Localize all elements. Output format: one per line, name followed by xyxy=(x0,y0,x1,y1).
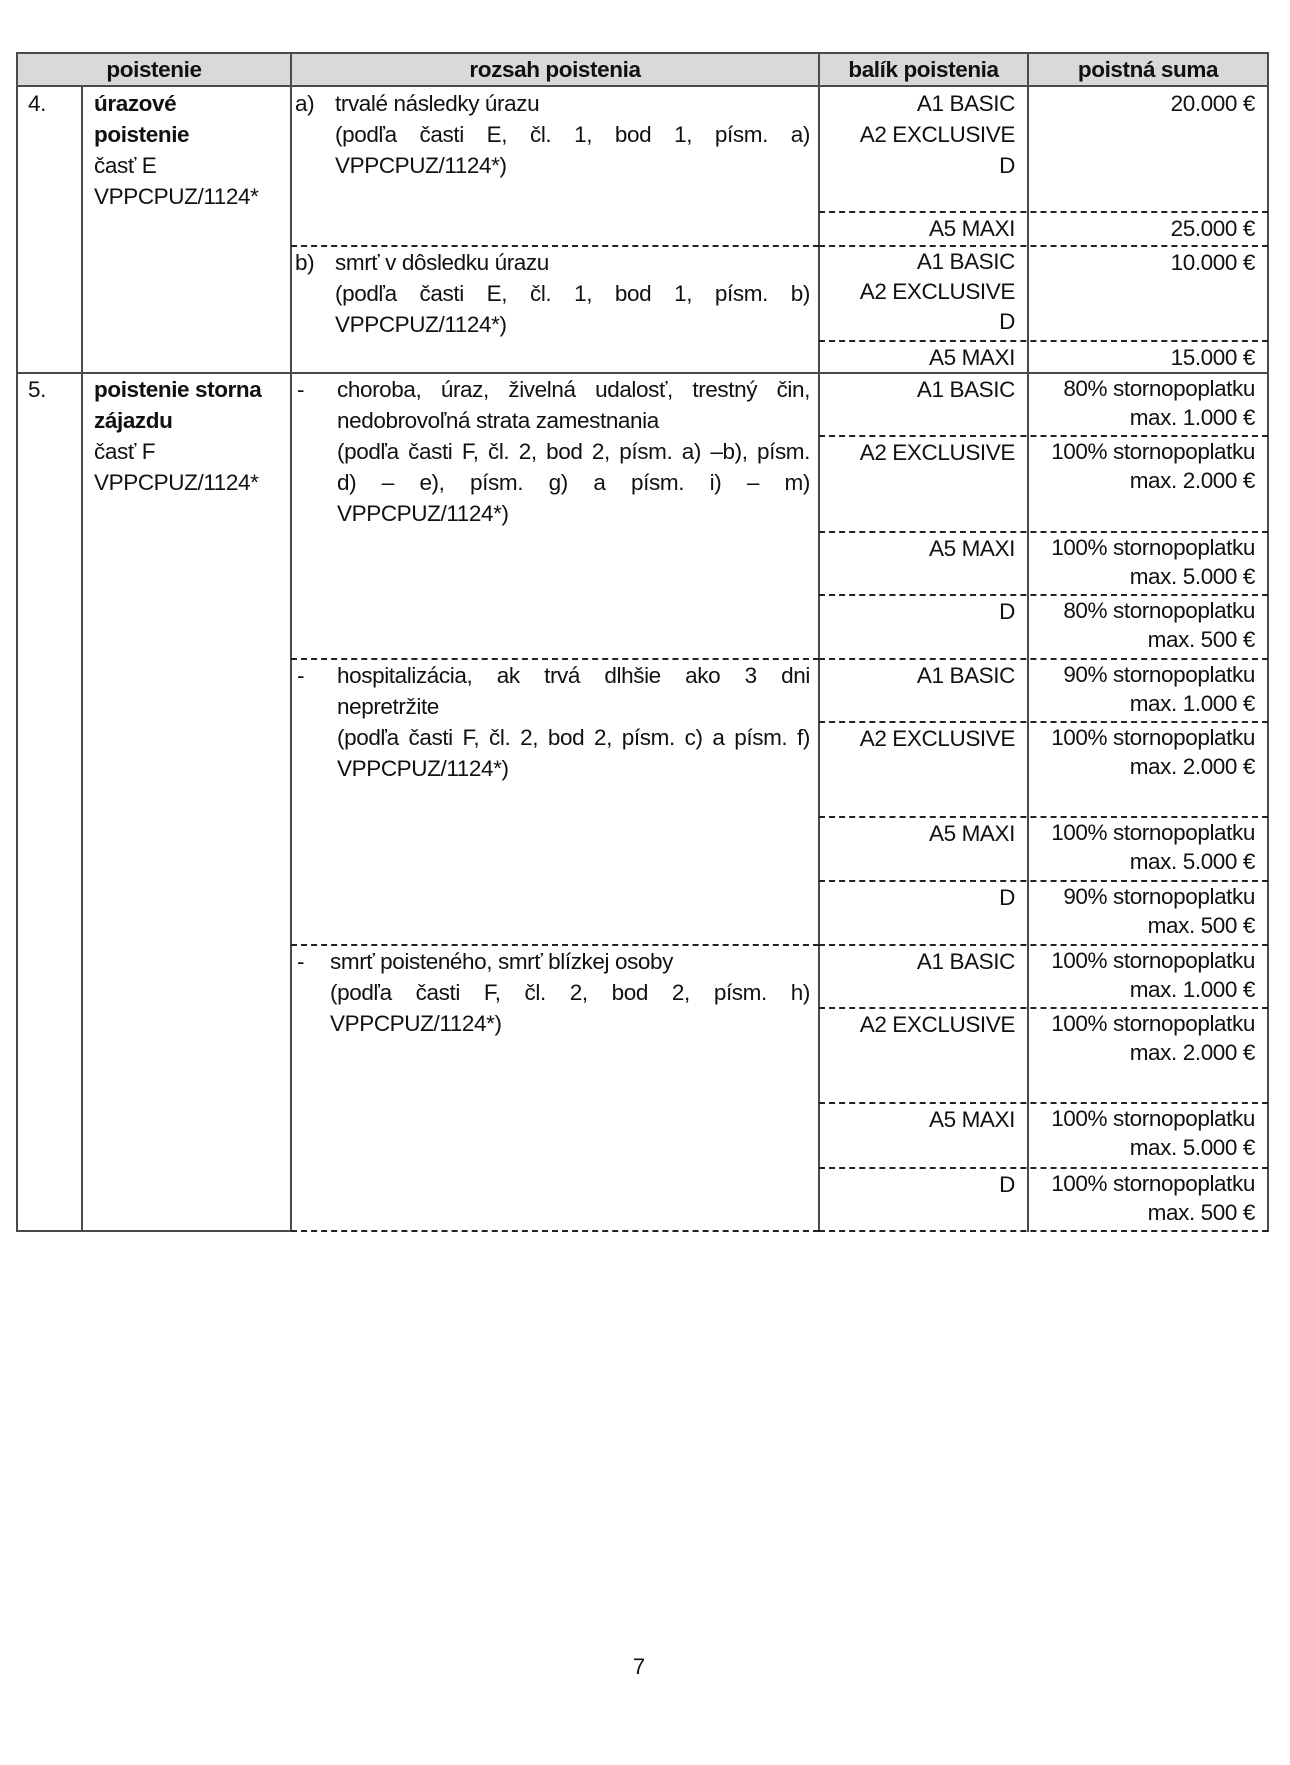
amount-cell xyxy=(1028,1009,1255,1067)
insured-amount: 90% stornopoplatku xyxy=(1063,662,1255,687)
insured-amount: 80% stornopoplatku xyxy=(1063,598,1255,623)
insured-amount: 100% stornopoplatku xyxy=(1051,1171,1255,1196)
table-left-border xyxy=(16,52,18,1232)
amount-cell xyxy=(1028,882,1255,940)
package-cell: A1 BASIC xyxy=(916,663,1015,688)
package-cell: A2 EXCLUSIVE xyxy=(859,1012,1015,1037)
insured-amount-max: max. 500 € xyxy=(1147,627,1255,652)
package-cell: D xyxy=(999,599,1015,624)
scope-line: VPPCPUZ/1124*) xyxy=(335,312,507,337)
package-name: D xyxy=(999,309,1015,334)
insured-amount-max: max. 1.000 € xyxy=(1129,691,1255,716)
scope-line: (podľa časti F, čl. 2, bod 2, písm. a) –b), písm. xyxy=(337,439,810,464)
scope-line: (podľa časti E, čl. 1, bod 1, písm. a) xyxy=(335,122,810,147)
section-part: časť F xyxy=(94,439,156,464)
package-cell: A1 BASIC xyxy=(916,949,1015,974)
header-poistna-suma: poistná suma xyxy=(1077,57,1219,82)
header-poistenie: poistenie xyxy=(106,57,202,82)
package-name: A2 EXCLUSIVE xyxy=(859,122,1015,147)
package-cell xyxy=(819,342,1015,373)
amount-cell xyxy=(1028,533,1255,591)
page-number: 7 xyxy=(632,1654,646,1679)
scope-marker: b) xyxy=(295,250,315,275)
table-bottom-border-left xyxy=(17,1230,292,1232)
amount-cell xyxy=(1028,818,1255,876)
insured-amount: 90% stornopoplatku xyxy=(1063,884,1255,909)
section-reference: VPPCPUZ/1124* xyxy=(94,470,259,495)
amount-cell xyxy=(1028,374,1255,432)
table-top-border xyxy=(17,52,1269,54)
insured-amount-max: max. 500 € xyxy=(1147,913,1255,938)
insured-amount-max: max. 2.000 € xyxy=(1129,754,1255,779)
package-cell: A2 EXCLUSIVE xyxy=(859,726,1015,751)
amount-cell xyxy=(1028,1169,1255,1227)
amount-cell xyxy=(1028,247,1255,278)
package-cell: A1 BASIC xyxy=(916,377,1015,402)
section-reference: VPPCPUZ/1124* xyxy=(94,184,259,209)
scope-line: d) – e), písm. g) a písm. i) – m) xyxy=(337,470,810,495)
insured-amount: 100% stornopoplatku xyxy=(1051,948,1255,973)
package-cell: A5 MAXI xyxy=(929,1107,1015,1132)
header-balik-poistenia: balík poistenia xyxy=(848,57,999,82)
package-name: A2 EXCLUSIVE xyxy=(859,279,1015,304)
insured-amount-max: max. 5.000 € xyxy=(1129,1135,1255,1160)
package-name: D xyxy=(999,153,1015,178)
table-right-border xyxy=(1267,52,1269,1232)
scope-line: (podľa časti E, čl. 1, bod 1, písm. b) xyxy=(335,281,810,306)
section-name-bold: zájazdu xyxy=(94,408,173,433)
section-name-bold: poistenie storna xyxy=(94,377,262,402)
package-cell xyxy=(819,247,1015,337)
amount-cell xyxy=(1028,213,1255,244)
insured-amount-max: max. 500 € xyxy=(1147,1200,1255,1225)
insured-amount: 100% stornopoplatku xyxy=(1051,725,1255,750)
insured-amount-max: max. 1.000 € xyxy=(1129,977,1255,1002)
dashed-divider xyxy=(291,1230,819,1232)
scope-line: VPPCPUZ/1124*) xyxy=(330,1011,502,1036)
dashed-divider xyxy=(819,1230,1268,1232)
scope-line: hospitalizácia, ak trvá dlhšie ako 3 dni xyxy=(337,663,810,688)
insured-amount: 15.000 € xyxy=(1170,345,1255,370)
insured-amount: 20.000 € xyxy=(1170,91,1255,116)
section-name xyxy=(94,88,284,212)
package-cell xyxy=(819,213,1015,244)
package-name: A1 BASIC xyxy=(916,249,1015,274)
scope-line: trvalé následky úrazu xyxy=(335,91,540,116)
package-name: A1 BASIC xyxy=(916,91,1015,116)
amount-cell xyxy=(1028,88,1255,119)
insured-amount-max: max. 2.000 € xyxy=(1129,1040,1255,1065)
package-cell xyxy=(819,88,1015,181)
scope-marker: - xyxy=(297,663,305,688)
amount-cell xyxy=(1028,596,1255,654)
amount-cell xyxy=(1028,660,1255,718)
package-name: A5 MAXI xyxy=(929,216,1015,241)
section-name-bold: úrazové xyxy=(94,91,177,116)
section-name xyxy=(94,374,289,498)
insured-amount: 100% stornopoplatku xyxy=(1051,820,1255,845)
insured-amount: 10.000 € xyxy=(1170,250,1255,275)
scope-marker: - xyxy=(297,949,305,974)
section-number: 5. xyxy=(28,377,46,402)
insured-amount: 100% stornopoplatku xyxy=(1051,1106,1255,1131)
scope-line: smrť poisteného, smrť blízkej osoby xyxy=(330,949,674,974)
scope-line: (podľa časti F, čl. 2, bod 2, písm. c) a písm. f) xyxy=(337,725,810,750)
header-rozsah-poistenia: rozsah poistenia xyxy=(469,57,641,82)
insured-amount: 100% stornopoplatku xyxy=(1051,535,1255,560)
package-cell: D xyxy=(999,1172,1015,1197)
amount-cell xyxy=(1028,1104,1255,1162)
scope-line: nepretržite xyxy=(337,694,439,719)
amount-cell xyxy=(1028,946,1255,1004)
insured-amount: 80% stornopoplatku xyxy=(1063,376,1255,401)
scope-line: smrť v dôsledku úrazu xyxy=(335,250,549,275)
section-part: časť E xyxy=(94,153,157,178)
insured-amount: 100% stornopoplatku xyxy=(1051,439,1255,464)
scope-marker: - xyxy=(297,377,305,402)
package-cell: A5 MAXI xyxy=(929,821,1015,846)
amount-cell xyxy=(1028,437,1255,495)
package-cell: A5 MAXI xyxy=(929,536,1015,561)
insured-amount-max: max. 5.000 € xyxy=(1129,564,1255,589)
scope-line: VPPCPUZ/1124*) xyxy=(337,501,509,526)
scope-line: VPPCPUZ/1124*) xyxy=(337,756,509,781)
column-divider-2 xyxy=(290,52,292,1232)
amount-cell xyxy=(1028,723,1255,781)
column-divider-1 xyxy=(81,86,83,1232)
section-name-bold: poistenie xyxy=(94,122,190,147)
section-number: 4. xyxy=(28,91,46,116)
header-bottom-border xyxy=(17,85,1269,87)
scope-line: nedobrovoľná strata zamestnania xyxy=(337,408,659,433)
insured-amount-max: max. 5.000 € xyxy=(1129,849,1255,874)
insured-amount-max: max. 1.000 € xyxy=(1129,405,1255,430)
amount-cell xyxy=(1028,342,1255,373)
insured-amount: 100% stornopoplatku xyxy=(1051,1011,1255,1036)
insured-amount-max: max. 2.000 € xyxy=(1129,468,1255,493)
insured-amount: 25.000 € xyxy=(1170,216,1255,241)
scope-line: (podľa časti F, čl. 2, bod 2, písm. h) xyxy=(330,980,810,1005)
scope-line: VPPCPUZ/1124*) xyxy=(335,153,507,178)
package-cell: D xyxy=(999,885,1015,910)
scope-marker: a) xyxy=(295,91,315,116)
package-name: A5 MAXI xyxy=(929,345,1015,370)
package-cell: A2 EXCLUSIVE xyxy=(859,440,1015,465)
scope-line: choroba, úraz, živelná udalosť, trestný čin, xyxy=(337,377,810,402)
